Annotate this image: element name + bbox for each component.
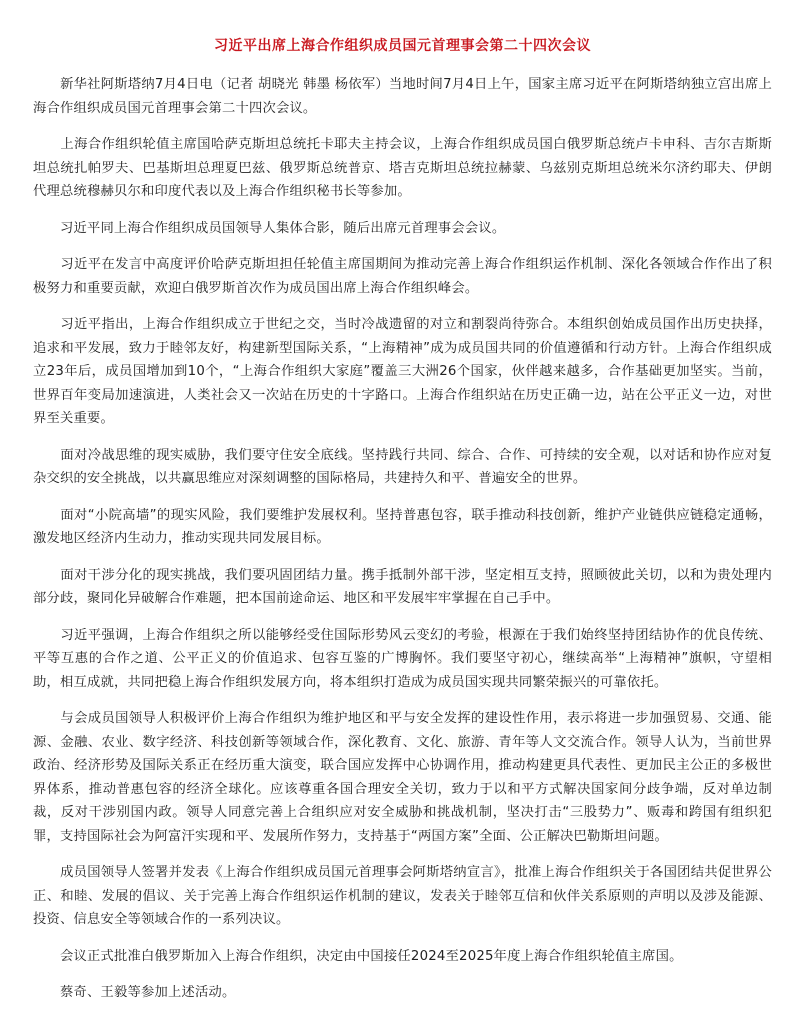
article-paragraph: 成员国领导人签署并发表《上海合作组织成员国元首理事会阿斯塔纳宣言》，批准上海合作组织关于各国团结共促世界公正、和睦、发展的倡议、关于完善上海合作组织运作机制的建议，发表关于睦邻互信和伙伴关系原则的声明以及涉及能源、投资、信息安全等领域合作的一系列决议。 [33,865,772,927]
article-paragraph: 习近平强调，上海合作组织之所以能够经受住国际形势风云变幻的考验，根源在于我们始终坚持团结协作的优良传统、平等互惠的合作之道、公平正义的价值追求、包容互鉴的广博胸怀。我们要坚守初心，继续高举“上海精神”旗帜，守望相助，相互成就，共同把稳上海合作组织发展方向，将本组织打造成为成员国实现共同繁荣振兴的可靠依托。 [33,627,772,690]
article-title: 习近平出席上海合作组织成员国元首理事会第二十四次会议 [214,38,591,54]
article-paragraph: 新华社阿斯塔纳7月4日电（记者 胡晓光 韩墨 杨依军）当地时间7月4日上午，国家主席习近平在阿斯塔纳独立宫出席上海合作组织成员国元首理事会第二十四次会议。 [33,77,772,116]
article-paragraph: 会议正式批准白俄罗斯加入上海合作组织，决定由中国接任2024至2025年度上海合作组织轮值主席国。 [33,948,683,964]
article-paragraph: 习近平指出，上海合作组织成立于世纪之交，当时冷战遗留的对立和割裂尚待弥合。本组织创始成员国作出历史抉择，追求和平发展，致力于睦邻友好，构建新型国际关系，“上海精神”成为成员国共同的价值遵循和行动方针。上海合作组织成立23年后，成员国增加到10个，“上海合作组织大家庭”覆盖三大洲26个国家，伙伴越来越多，合作基础更加坚实。当前，世界百年变局加速演进，人类社会又一次站在历史的十字路口。上海合作组织站在历史正确一边，站在公平正义一边，对世界至关重要。 [33,317,772,426]
article-paragraph: 面对“小院高墙”的现实风险，我们要维护发展权利。坚持普惠包容，联手推动科技创新，维护产业链供应链稳定通畅，激发地区经济内生动力，推动实现共同发展目标。 [33,507,772,546]
article-paragraph: 面对干涉分化的现实挑战，我们要巩固团结力量。携手抵制外部干涉，坚定相互支持，照顾彼此关切，以和为贵处理内部分歧，聚同化异破解合作难题，把本国前途命运、地区和平发展牢牢掌握在自己手中。 [33,567,772,606]
article-paragraph: 上海合作组织轮值主席国哈萨克斯坦总统托卡耶夫主持会议，上海合作组织成员国白俄罗斯总统卢卡申科、吉尔吉斯斯坦总统扎帕罗夫、巴基斯坦总理夏巴兹、俄罗斯总统普京、塔吉克斯坦总统拉赫蒙、乌兹别克斯坦总统米尔济约耶夫、伊朗代理总统穆赫贝尔和印度代表以及上海合作组织秘书长等参加。 [33,137,772,199]
article-paragraph: 习近平同上海合作组织成员国领导人集体合影，随后出席元首理事会会议。 [33,220,506,236]
article-paragraph: 面对冷战思维的现实威胁，我们要守住安全底线。坚持践行共同、综合、合作、可持续的安全观，以对话和协作应对复杂交织的安全挑战，以共赢思维应对深刻调整的国际格局，共建持久和平、普遍安全的世界。 [33,447,772,486]
article-paragraph: 习近平在发言中高度评价哈萨克斯坦担任轮值主席国期间为推动完善上海合作组织运作机制、深化各领域合作作出了积极努力和重要贡献，欢迎白俄罗斯首次作为成员国出席上海合作组织峰会。 [33,257,772,296]
article-paragraph: 与会成员国领导人积极评价上海合作组织为维护地区和平与安全发挥的建设性作用，表示将进一步加强贸易、交通、能源、金融、农业、数字经济、科技创新等领域合作，深化教育、文化、旅游、青年等人文交流合作。领导人认为，当前世界政治、经济形势及国际关系正在经历重大演变，联合国应发挥中心协调作用，推动构建更具代表性、更加民主公正的多极世界体系，推动普惠包容的经济全球化。应该尊重各国合理安全关切，致力于以和平方式解决国家间分歧争端，反对单边制裁，反对干涉别国内政。领导人同意完善上合组织应对安全威胁和挑战机制，坚决打击“三股势力”、贩毒和跨国有组织犯罪，支持国际社会为阿富汗实现和平、发展所作努力，支持基于“两国方案”全面、公正解决巴勒斯坦问题。 [33,711,772,844]
article-paragraph: 蔡奇、王毅等参加上述活动。 [33,985,236,1000]
